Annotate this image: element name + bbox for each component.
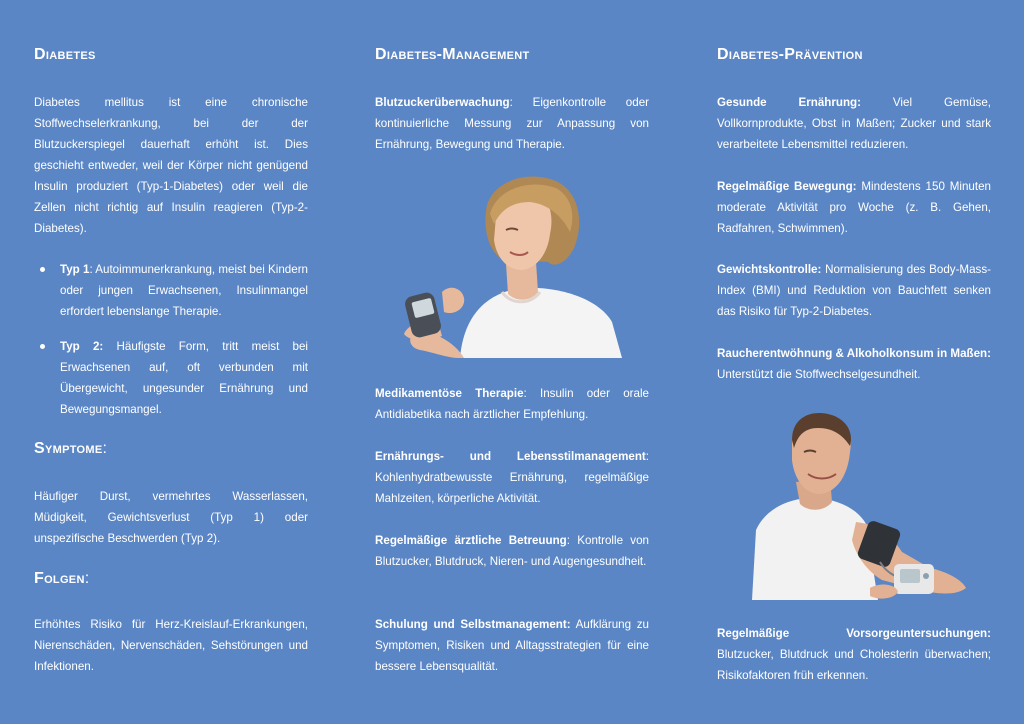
woman-glucose-meter-photo	[398, 172, 632, 358]
bullet-dot-icon	[40, 267, 45, 272]
column-praevention	[717, 0, 991, 724]
column-diabetes	[34, 0, 308, 724]
management-item: Regelmäßige ärztliche Betreuung: Kontrolle von Blutzucker, Blutdruck, Nieren- und Augengesundheit.	[375, 534, 649, 568]
bullet-typ1	[34, 259, 308, 322]
bullet-label: Typ 2:	[60, 340, 104, 353]
prevention-item: Gewichtskontrolle: Normalisierung des Body-Mass-Index (BMI) und Reduktion von Bauchfett senken das Risiko für Typ-2-Diabetes.	[717, 263, 991, 318]
bullet-dot-icon	[40, 344, 45, 349]
prevention-item: Regelmäßige Vorsorgeuntersuchungen: Blutzucker, Blutdruck und Cholesterin überwachen; Risikofaktoren früh erkennen.	[717, 627, 991, 682]
management-item: Ernährungs- und Lebensstilmanagement: Kohlenhydratbewusste Ernährung, regelmäßige Mahlzeiten, körperliche Aktivität.	[375, 450, 649, 505]
heading-praevention: Diabetes-Prävention	[717, 46, 863, 63]
symptoms-paragraph: Häufiger Durst, vermehrtes Wasserlassen, Müdigkeit, Gewichtsverlust (Typ 1) oder unspezifische Beschwerden (Typ 2).	[34, 490, 308, 545]
heading-management: Diabetes-Management	[375, 46, 530, 63]
management-item: Schulung und Selbstmanagement: Aufklärung zu Symptomen, Risiken und Alltagsstrategien für eine bessere Lebensqualität.	[375, 618, 649, 673]
prevention-item: Gesunde Ernährung: Viel Gemüse, Vollkornprodukte, Obst in Maßen; Zucker und stark verarbeitete Lebensmittel reduzieren.	[717, 96, 991, 151]
bullet-text: Häufigste Form, tritt meist bei Erwachsenen auf, oft verbunden mit Übergewicht, ungesunder Ernährung und Bewegungsmangel.	[60, 340, 308, 416]
heading-diabetes: Diabetes	[34, 46, 96, 63]
management-item: Medikamentöse Therapie: Insulin oder orale Antidiabetika nach ärztlicher Empfehlung.	[375, 387, 649, 421]
bullet-typ2	[34, 336, 308, 420]
heading-symptome: Symptome:	[34, 440, 108, 457]
prevention-item: Regelmäßige Bewegung: Mindestens 150 Minuten moderate Aktivität pro Woche (z. B. Gehen, Radfahren, Schwimmen).	[717, 180, 992, 235]
consequences-paragraph: Erhöhtes Risiko für Herz-Kreislauf-Erkrankungen, Nierenschäden, Nervenschäden, Sehstörungen und Infektionen.	[34, 618, 308, 673]
intro-paragraph: Diabetes mellitus ist eine chronische Stoffwechselerkrankung, bei der der Blutzuckerspiegel dauerhaft erhöht ist. Dies geschieht entweder, weil der Körper nicht genügend Insulin produziert (Typ-1-Diabetes) oder weil die Zellen nicht richtig auf Insulin reagieren (Typ-2-Diabetes).	[34, 96, 308, 235]
prevention-item: Raucherentwöhnung & Alkoholkonsum in Maßen: Unterstützt die Stoffwechselgesundheit.	[717, 347, 991, 381]
man-blood-pressure-photo	[752, 412, 970, 600]
bullet-label: Typ 1	[60, 263, 90, 276]
management-item: Blutzuckerüberwachung: Eigenkontrolle oder kontinuierliche Messung zur Anpassung von Ernährung, Bewegung und Therapie.	[375, 96, 649, 151]
bullet-text: : Autoimmunerkrankung, meist bei Kindern oder jungen Erwachsenen, Insulinmangel erfordert lebenslange Therapie.	[60, 263, 308, 318]
heading-folgen: Folgen:	[34, 570, 90, 587]
column-management	[375, 0, 649, 724]
